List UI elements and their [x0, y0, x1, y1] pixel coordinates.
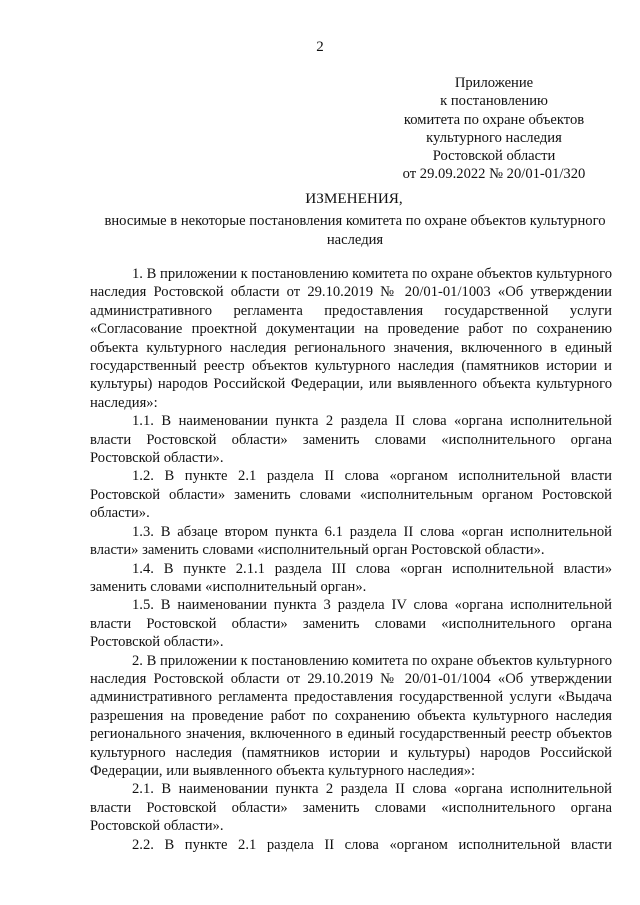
paragraph-1-4: 1.4. В пункте 2.1.1 раздела III слова «орган исполнительной власти» заменить словами «исполнительный орган». [90, 560, 612, 595]
appendix-line: Ростовской области [432, 148, 556, 165]
document-body [90, 265, 612, 854]
paragraph-2-2: 2.2. В пункте 2.1 раздела II слова «органом исполнительной власти [132, 836, 612, 853]
document-title: ИЗМЕНЕНИЯ, [305, 190, 403, 207]
document-subtitle: вносимые в некоторые постановления комитета по охране объектов культурного наследия [104, 213, 606, 248]
paragraph-1-3: 1.3. В абзаце втором пункта 6.1 раздела II слова «орган исполнительной власти» заменить словами «исполнительный орган Ростовской области». [90, 523, 612, 559]
page-number: 2 [316, 39, 324, 55]
paragraph-1-1: 1.1. В наименовании пункта 2 раздела II слова «органа исполнительной власти Ростовской области» заменить словами «исполнительного органа Ростовской области». [90, 413, 612, 467]
appendix-line: культурного наследия [426, 129, 562, 146]
appendix-line: комитета по охране объектов [403, 111, 585, 128]
paragraph-1: 1. В приложении к постановлению комитета по охране объектов культурного наследия Ростовской области от 29.10.2019 № 20/01-01/1003 «Об утверждении административного регламента предоставления государственной услуги «Согласование проектной документации на проведение работ по сохранению объекта культурного наследия регионального значения, включенного в единый государственный реестр объектов культурного наследия (памятников истории и культуры) народов Российской Федерации, или выявленного объекта культурного наследия»: [90, 266, 612, 411]
appendix-line: Приложение [454, 75, 534, 91]
appendix-line: от 29.09.2022 № 20/01-01/320 [402, 166, 586, 183]
appendix-line: к постановлению [440, 93, 548, 110]
paragraph-2: 2. В приложении к постановлению комитета по охране объектов культурного наследия Ростовской области от 29.10.2019 № 20/01-01/1004 «Об утверждении административного регламента предоставления государственной услуги «Выдача разрешения на проведение работ по сохранению объекта культурного наследия регионального значения, включенного в единый государственный реестр объектов культурного наследия (памятников истории и культуры) народов Российской Федерации, или выявленного объекта культурного наследия»: [90, 652, 612, 779]
paragraph-1-2: 1.2. В пункте 2.1 раздела II слова «органом исполнительной власти Ростовской области» заменить словами «исполнительным органом Ростовской области». [90, 468, 612, 522]
paragraph-1-5: 1.5. В наименовании пункта 3 раздела IV слова «органа исполнительной власти Ростовской области» заменить словами «исполнительного органа Ростовской области». [90, 597, 612, 651]
paragraph-2-1: 2.1. В наименовании пункта 2 раздела II слова «органа исполнительной власти Ростовской области» заменить словами «исполнительного органа Ростовской области». [90, 781, 612, 835]
appendix-header [372, 74, 616, 184]
